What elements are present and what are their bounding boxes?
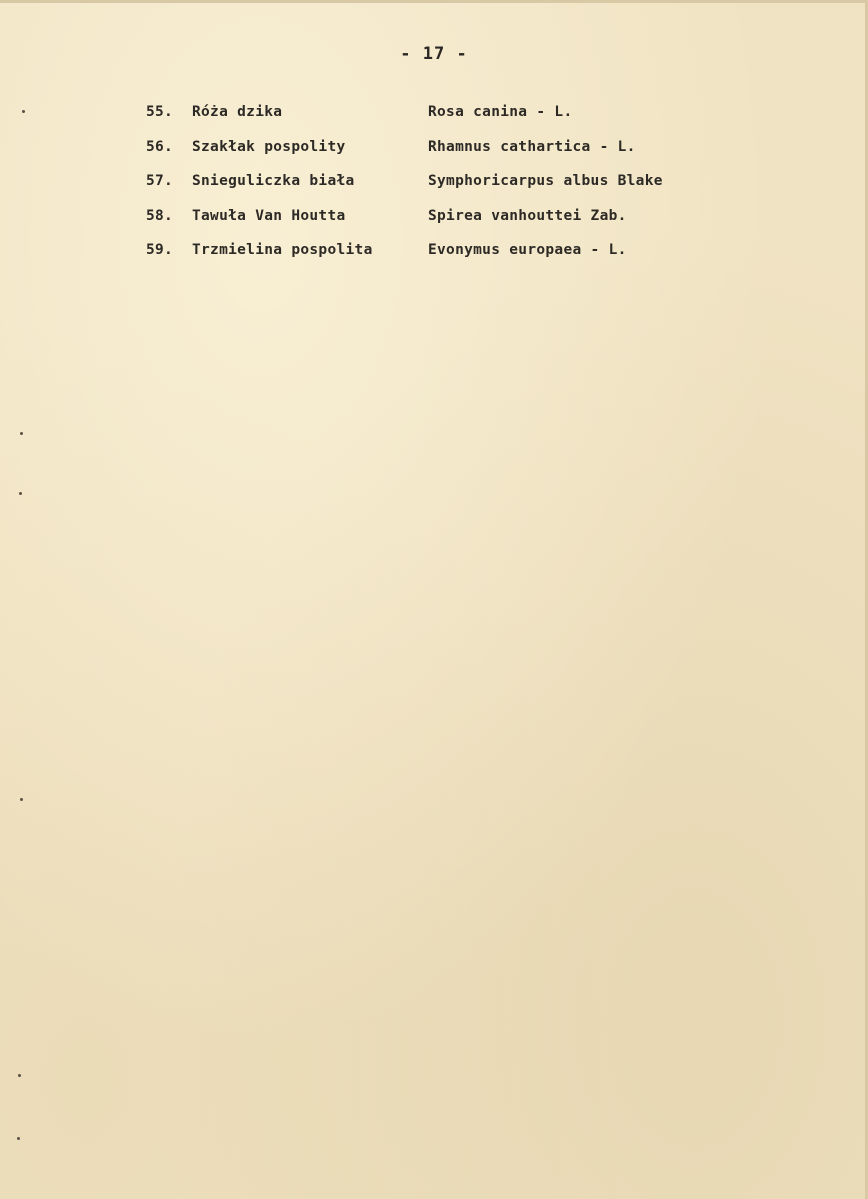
latin-name: Spirea vanhouttei Zab. — [428, 207, 627, 224]
polish-name: Snieguliczka biała — [192, 173, 355, 189]
list-item — [146, 104, 766, 139]
latin-name: Symphoricarpus albus Blake — [428, 173, 663, 189]
page-top-edge — [0, 0, 868, 3]
polish-name: Szakłak pospolity — [192, 138, 346, 155]
list-item — [146, 242, 766, 277]
latin-name: Rhamnus cathartica - L. — [428, 138, 636, 155]
margin-speck — [22, 110, 25, 113]
polish-name: Tawuła Van Houtta — [192, 207, 346, 224]
page-number: - 17 - — [400, 44, 468, 64]
entry-number: 58. — [146, 207, 174, 224]
margin-speck — [18, 1074, 21, 1077]
polish-name: Trzmielina pospolita — [192, 242, 373, 258]
list-item — [146, 139, 766, 174]
plant-list — [146, 104, 766, 277]
polish-name: Róża dzika — [192, 104, 283, 120]
list-item — [146, 208, 766, 243]
list-item — [146, 173, 766, 208]
entry-number: 57. — [146, 173, 174, 189]
margin-speck — [17, 1137, 20, 1140]
margin-speck — [20, 798, 23, 801]
margin-speck — [20, 432, 23, 435]
entry-number: 56. — [146, 138, 174, 155]
margin-speck — [19, 492, 22, 495]
latin-name: Evonymus europaea - L. — [428, 242, 627, 258]
latin-name: Rosa canina - L. — [428, 104, 573, 120]
entry-number: 59. — [146, 242, 174, 258]
entry-number: 55. — [146, 104, 174, 120]
